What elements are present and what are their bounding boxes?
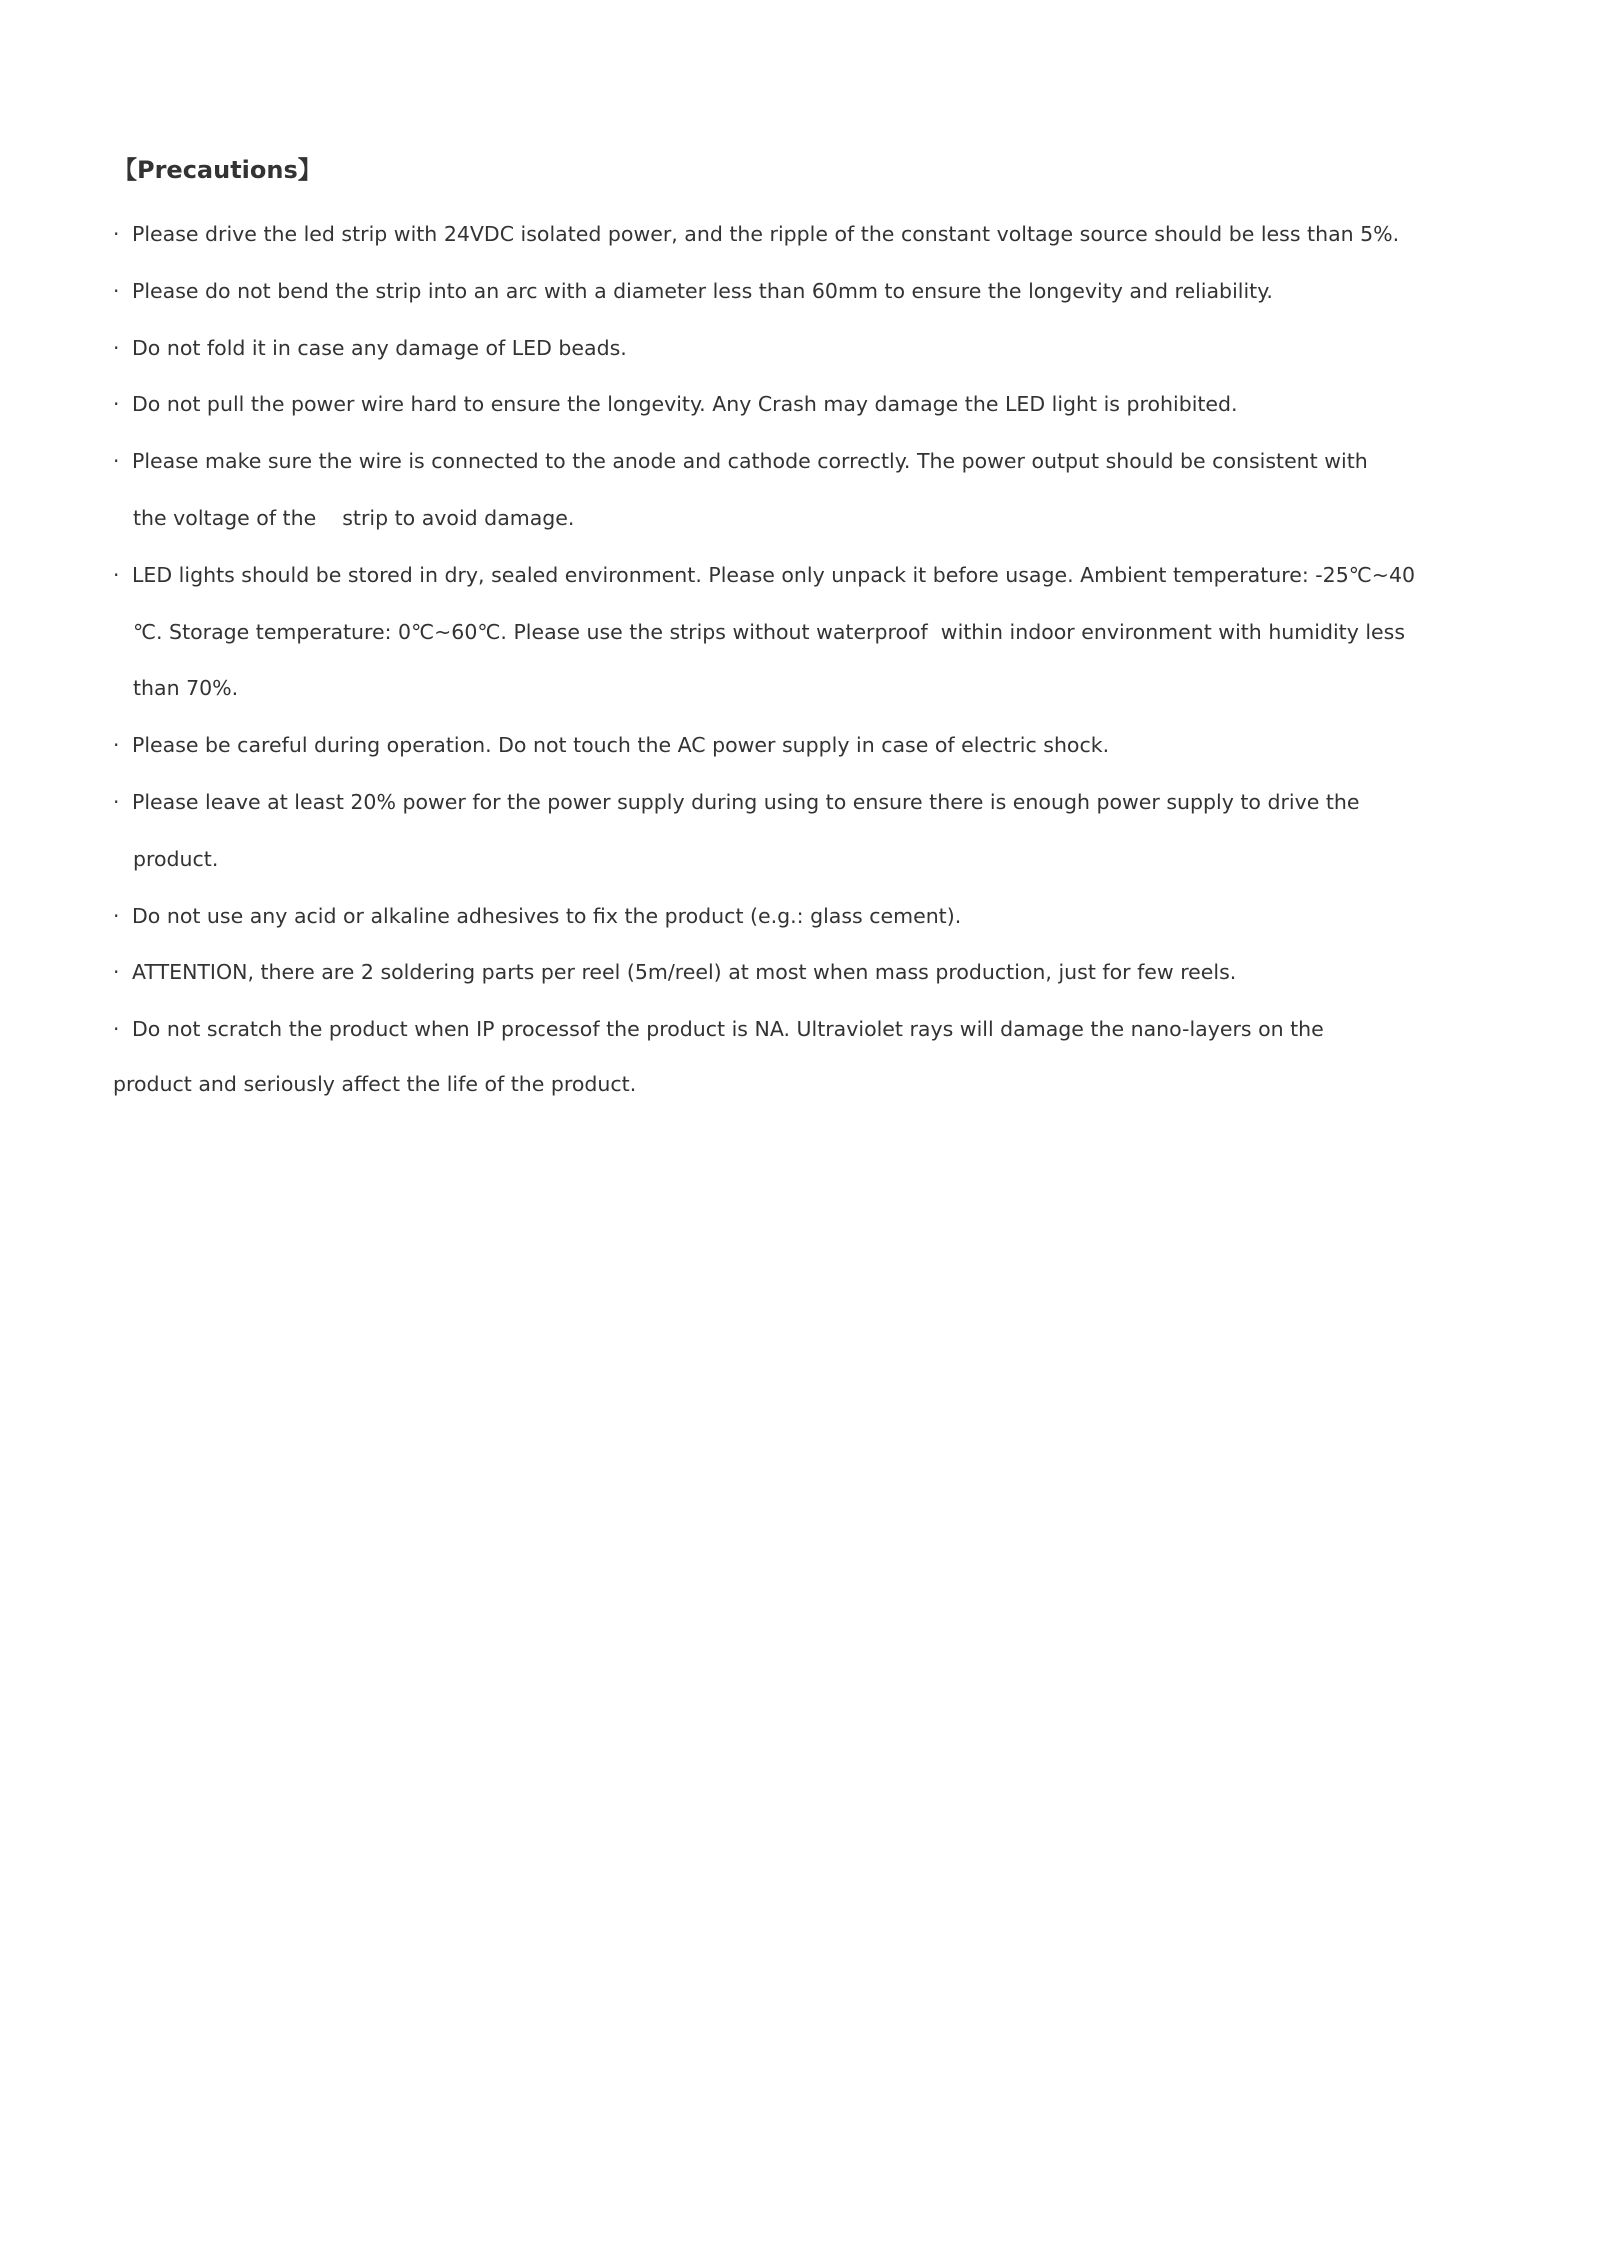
list-item-text: ATTENTION, there are 2 soldering parts per reel (5m/reel) at most when mass production, just for few reels. — [132, 960, 1237, 985]
list-item-text: Do not fold it in case any damage of LED beads. — [132, 335, 627, 360]
list-item — [113, 263, 1413, 320]
list-item — [113, 774, 1413, 888]
list-item — [113, 944, 1413, 1001]
bullet-icon: · — [113, 733, 120, 758]
bullet-icon: · — [113, 960, 120, 985]
list-item-text-continued: ℃. Storage temperature: 0℃~60℃. Please use the strips without waterproof within indoor environment with humidity less — [133, 619, 1406, 644]
list-item-text: LED lights should be stored in dry, sealed environment. Please only unpack it before usage. Ambient temperature: -25℃~40 — [132, 562, 1416, 587]
bullet-icon: · — [113, 789, 120, 814]
bullet-icon: · — [113, 903, 120, 928]
list-item-text: Please make sure the wire is connected to the anode and cathode correctly. The power output should be consistent with — [132, 449, 1368, 474]
list-item-text-continued: the voltage of the strip to avoid damage. — [133, 505, 575, 530]
bullet-icon: · — [113, 1017, 120, 1042]
section-heading: 【Precautions】 — [113, 156, 322, 184]
precautions-section — [113, 150, 1416, 1110]
list-item-text: Please do not bend the strip into an arc with a diameter less than 60mm to ensure the longevity and reliability. — [132, 278, 1273, 303]
bullet-icon: · — [113, 392, 120, 417]
list-item — [113, 433, 1413, 547]
precautions-list — [113, 206, 1416, 1110]
list-item — [113, 888, 1413, 945]
list-item — [113, 1001, 1413, 1110]
list-item-text: Do not use any acid or alkaline adhesives to fix the product (e.g.: glass cement). — [132, 903, 962, 928]
list-item — [113, 547, 1416, 717]
list-item-text: Do not pull the power wire hard to ensure the longevity. Any Crash may damage the LED light is prohibited. — [132, 392, 1238, 417]
list-item — [113, 206, 1413, 263]
list-item-text-continued: than 70%. — [133, 676, 239, 701]
list-item-text-continued: product. — [133, 846, 219, 871]
list-item-text-continued: product and seriously affect the life of the product. — [113, 1071, 637, 1096]
bullet-icon: · — [113, 278, 120, 303]
bullet-icon: · — [113, 562, 120, 587]
list-item — [113, 376, 1413, 433]
bullet-icon: · — [113, 449, 120, 474]
list-item-text: Do not scratch the product when IP processof the product is NA. Ultraviolet rays will damage the nano-layers on the — [132, 1017, 1324, 1042]
list-item — [113, 320, 1413, 377]
list-item — [113, 717, 1413, 774]
bullet-icon: · — [113, 222, 120, 246]
bullet-icon: · — [113, 335, 120, 360]
list-item-text: Please leave at least 20% power for the power supply during using to ensure there is enough power supply to drive the — [132, 789, 1360, 814]
list-item-text: Please drive the led strip with 24VDC isolated power, and the ripple of the constant voltage source should be less than 5%. — [132, 222, 1400, 246]
list-item-text: Please be careful during operation. Do not touch the AC power supply in case of electric shock. — [132, 733, 1110, 758]
